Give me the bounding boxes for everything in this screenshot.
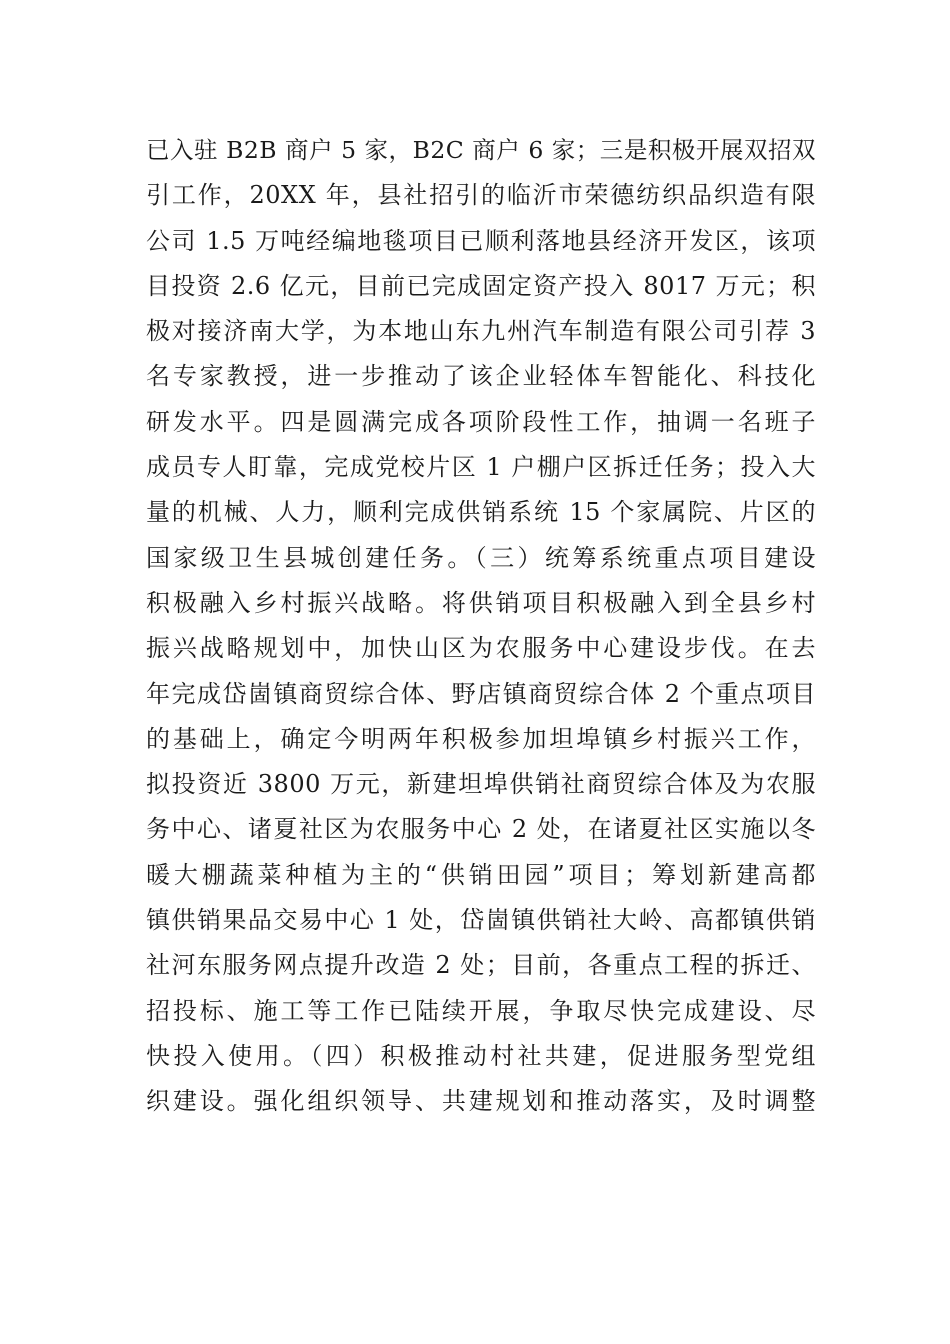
text-line: 镇供销果品交易中心 1 处，岱崮镇供销社大岭、高都镇供销 <box>146 906 816 935</box>
text-line: 积极融入乡村振兴战略。将供销项目积极融入到全县乡村 <box>146 588 816 617</box>
text-line: 公司 1.5 万吨经编地毯项目已顺利落地县经济开发区，该项 <box>146 226 816 255</box>
text-line: 极对接济南大学，为本地山东九州汽车制造有限公司引荐 3 <box>146 317 816 346</box>
text-line: 名专家教授，进一步推动了该企业轻体车智能化、科技化 <box>146 362 816 391</box>
text-line: 织建设。强化组织领导、共建规划和推动落实，及时调整 <box>146 1087 816 1116</box>
text-line: 招投标、施工等工作已陆续开展，争取尽快完成建设、尽 <box>146 996 816 1025</box>
text-line: 振兴战略规划中，加快山区为农服务中心建设步伐。在去 <box>146 634 816 663</box>
text-line: 社河东服务网点提升改造 2 处；目前，各重点工程的拆迁、 <box>146 951 816 980</box>
text-line: 量的机械、人力，顺利完成供销系统 15 个家属院、片区的 <box>146 498 816 527</box>
text-line: 的基础上，确定今明两年积极参加坦埠镇乡村振兴工作， <box>146 724 816 753</box>
body-text <box>146 128 816 1125</box>
text-line: 年完成岱崮镇商贸综合体、野店镇商贸综合体 2 个重点项目 <box>146 679 816 708</box>
text-line: 拟投资近 3800 万元，新建坦埠供销社商贸综合体及为农服 <box>146 770 816 799</box>
text-line: 成员专人盯靠，完成党校片区 1 户棚户区拆迁任务；投入大 <box>146 453 816 482</box>
text-line: 研发水平。四是圆满完成各项阶段性工作，抽调一名班子 <box>146 407 816 436</box>
text-line: 国家级卫生县城创建任务。（三）统筹系统重点项目建设 <box>146 543 816 572</box>
text-line: 快投入使用。（四）积极推动村社共建，促进服务型党组 <box>146 1041 816 1070</box>
text-line: 已入驻 B2B 商户 5 家，B2C 商户 6 家；三是积极开展双招双 <box>146 136 816 164</box>
text-line: 引工作，20XX 年，县社招引的临沂市荣德纺织品织造有限 <box>146 181 816 210</box>
text-line: 暖大棚蔬菜种植为主的“供销田园”项目；筹划新建高都 <box>146 860 816 889</box>
text-line: 目投资 2.6 亿元，目前已完成固定资产投入 8017 万元；积 <box>146 271 816 300</box>
text-line: 务中心、诸夏社区为农服务中心 2 处，在诸夏社区实施以冬 <box>146 815 816 844</box>
